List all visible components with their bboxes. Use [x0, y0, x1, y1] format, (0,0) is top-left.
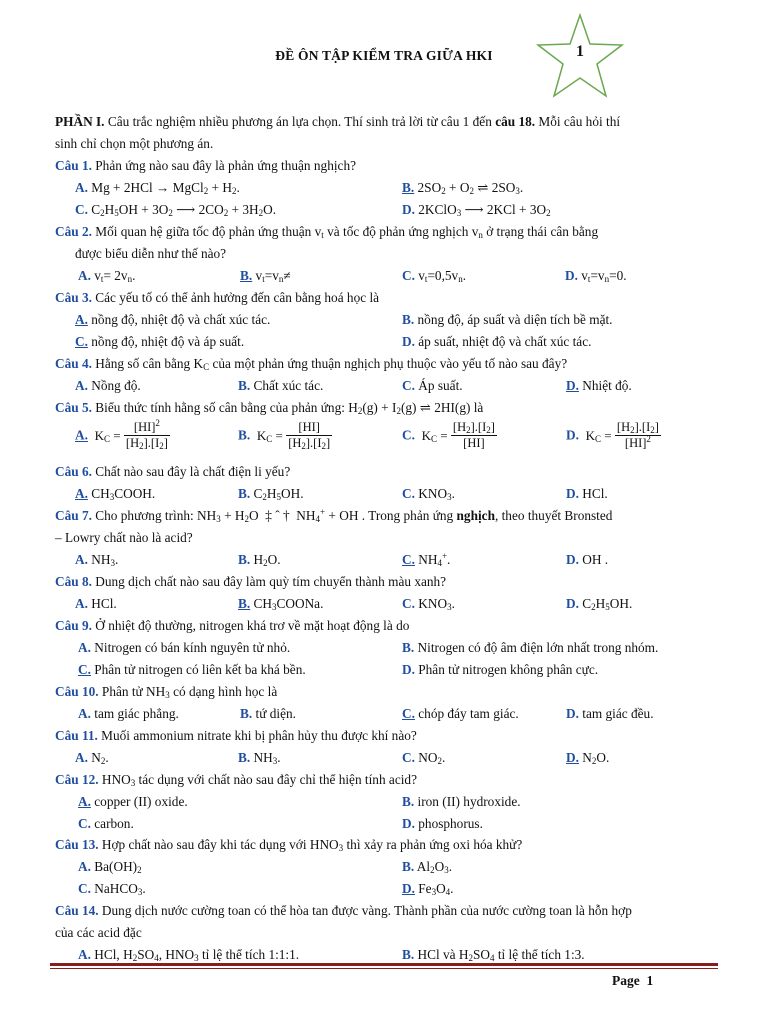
- option-5b[interactable]: B. $K_C$ = $\frac{[HI]}{[H_2].[I_2]}$: [238, 420, 331, 451]
- option-8c[interactable]: C. $KNO_3$.: [402, 596, 455, 612]
- option-4a[interactable]: A. Nồng độ.: [75, 378, 141, 393]
- option-10a[interactable]: A. tam giác phẳng.: [78, 706, 179, 721]
- option-9c[interactable]: C. Phân tử nitrogen có liên kết ba khá bền.: [78, 662, 306, 677]
- option-12a[interactable]: A. copper (II) oxide.: [78, 794, 188, 809]
- option-5a[interactable]: A. $K_C$ = $\frac{[HI]^2}{[H_2].[I_2]}$: [75, 418, 168, 451]
- question-11: Câu 11. Muối ammonium nitrate khi bị phân hủy thu được khí nào?: [55, 728, 417, 743]
- option-4c[interactable]: C. Áp suất.: [402, 378, 463, 393]
- option-10d[interactable]: D. tam giác đều.: [566, 706, 654, 721]
- option-7c[interactable]: C. $NH_4^+$.: [402, 551, 451, 568]
- option-3b[interactable]: B. nồng độ, áp suất và diện tích bề mặt.: [402, 312, 613, 327]
- option-13c[interactable]: C. NaHCO$_3$.: [78, 881, 146, 897]
- question-6: Câu 6. Chất nào sau đây là chất điện li yếu?: [55, 464, 291, 479]
- option-9b[interactable]: B. Nitrogen có độ âm điện lớn nhất trong nhóm.: [402, 640, 659, 655]
- question-1: Câu 1. Phản ứng nào sau đây là phản ứng thuận nghịch?: [55, 158, 356, 173]
- option-3a[interactable]: A. nồng độ, nhiệt độ và chất xúc tác.: [75, 312, 271, 327]
- question-7: Câu 7. Cho phương trình: $NH_3 + H_2O$ ‡ ˆ † $NH_4^+$ + OH . Trong phản ứng nghịch, theo thuyết Bronsted: [55, 507, 613, 524]
- part-intro: PHẦN I. Câu trắc nghiệm nhiều phương án lựa chọn. Thí sinh trả lời từ câu 1 đến câu 18. Mỗi câu hỏi thí: [55, 114, 621, 129]
- question-7-cont: – Lowry chất nào là acid?: [55, 530, 193, 545]
- option-5d[interactable]: D. $K_C$ = $\frac{[H_2].[I_2]}{[HI]^2}$: [566, 420, 659, 450]
- question-9: Câu 9. Ở nhiệt độ thường, nitrogen khá trơ về mặt hoạt động là do: [55, 618, 410, 633]
- option-7b[interactable]: B. $H_2O$.: [238, 552, 281, 568]
- option-8b[interactable]: B. $CH_3COONa$.: [238, 596, 324, 612]
- question-14: Câu 14. Dung dịch nước cường toan có thể hòa tan được vàng. Thành phần của nước cường toan là hỗn hợp: [55, 903, 632, 918]
- option-2d[interactable]: D. $v_t=v_n=0$.: [565, 268, 627, 284]
- option-14b[interactable]: B. HCl và $H_2SO_4$ tỉ lệ thể tích 1:3.: [402, 947, 585, 963]
- question-2: Câu 2. Mối quan hệ giữa tốc độ phản ứng thuận $v_t$ và tốc độ phản ứng nghịch $v_n$ ở trạng thái cân bằng: [55, 224, 599, 240]
- option-6b[interactable]: B. $C_2H_5OH$.: [238, 486, 304, 502]
- question-10: Câu 10. Phân tử $NH_3$ có dạng hình học là: [55, 684, 278, 700]
- question-4: Câu 4. Hằng số cân bằng $K_C$ của một phản ứng thuận nghịch phụ thuộc vào yếu tố nào sau đây?: [55, 356, 568, 372]
- option-1c[interactable]: C. $C_2H_5OH + 3O_2$ ⟶ $2CO_2 + 3H_2O$.: [75, 202, 277, 218]
- question-3: Câu 3. Các yếu tố có thể ảnh hưởng đến cân bằng hoá học là: [55, 290, 380, 305]
- option-1b[interactable]: B. $2SO_2 + O_2$ ⇌ $2SO_3$.: [402, 180, 524, 196]
- option-11c[interactable]: C. $NO_2$.: [402, 750, 446, 766]
- option-7d[interactable]: D. OH .: [566, 552, 609, 567]
- option-12d[interactable]: D. phosphorus.: [402, 816, 483, 831]
- footer-divider-thin: [50, 968, 718, 969]
- option-6a[interactable]: A. $CH_3COOH$.: [75, 486, 156, 502]
- option-1a[interactable]: A. Mg + 2HCl → MgCl$_2$ + $H_2$.: [75, 180, 240, 196]
- option-14a[interactable]: A. HCl, $H_2SO_4$, $HNO_3$ tỉ lệ thể tích 1:1:1.: [78, 947, 300, 963]
- option-4d[interactable]: D. Nhiệt độ.: [566, 378, 632, 393]
- option-2a[interactable]: A. $v_t= 2v_n$.: [78, 268, 136, 284]
- option-2c[interactable]: C. $v_t=0,5v_n$.: [402, 268, 467, 284]
- option-8a[interactable]: A. HCl.: [75, 596, 117, 611]
- question-12: Câu 12. $HNO_3$ tác dụng với chất nào sau đây chỉ thể hiện tính acid?: [55, 772, 417, 788]
- option-11b[interactable]: B. $NH_3$.: [238, 750, 281, 766]
- option-3d[interactable]: D. áp suất, nhiệt độ và chất xúc tác.: [402, 334, 592, 349]
- option-9a[interactable]: A. Nitrogen có bán kính nguyên tử nhỏ.: [78, 640, 291, 655]
- footer-divider: [50, 963, 718, 966]
- option-5c[interactable]: C. $K_C$ = $\frac{[H_2].[I_2]}{[HI]}$: [402, 420, 495, 450]
- option-6d[interactable]: D. HCl.: [566, 486, 608, 501]
- option-11a[interactable]: A. $N_2$.: [75, 750, 109, 766]
- option-3c[interactable]: C. nồng độ, nhiệt độ và áp suất.: [75, 334, 245, 349]
- page-title: ĐỀ ÔN TẬP KIỂM TRA GIỮA HKI: [275, 48, 493, 63]
- page-number: Page 1: [612, 973, 654, 988]
- option-4b[interactable]: B. Chất xúc tác.: [238, 378, 324, 393]
- question-5: Câu 5. Biểu thức tính hằng số cân bằng của phản ứng: $H_2(g) + I_2(g)$ ⇌ 2HI(g) là: [55, 400, 484, 416]
- option-10c[interactable]: C. chóp đáy tam giác.: [402, 706, 519, 721]
- option-2b[interactable]: B. $v_t=v_n\ne$: [240, 268, 291, 284]
- option-12b[interactable]: B. iron (II) hydroxide.: [402, 794, 521, 809]
- question-2-cont: được biểu diễn như thế nào?: [75, 246, 227, 261]
- option-12c[interactable]: C. carbon.: [78, 816, 134, 831]
- option-9d[interactable]: D. Phân tử nitrogen không phân cực.: [402, 662, 599, 677]
- option-13d[interactable]: D. $Fe_3O_4$.: [402, 881, 454, 897]
- part-intro-cont: sinh chỉ chọn một phương án.: [55, 136, 214, 151]
- option-10b[interactable]: B. tứ diện.: [240, 706, 296, 721]
- option-13b[interactable]: B. $Al_2O_3$.: [402, 859, 453, 875]
- option-11d[interactable]: D. $N_2O$.: [566, 750, 610, 766]
- option-13a[interactable]: A. $Ba(OH)_2$: [78, 859, 142, 875]
- question-8: Câu 8. Dung dịch chất nào sau đây làm quỳ tím chuyển thành màu xanh?: [55, 574, 447, 589]
- option-1d[interactable]: D. 2KClO$_3$ ⟶ $2KCl + 3O_2$: [402, 202, 551, 218]
- option-6c[interactable]: C. $KNO_3$.: [402, 486, 455, 502]
- question-13: Câu 13. Hợp chất nào sau đây khi tác dụng với $HNO_3$ thì xảy ra phản ứng oxi hóa khử?: [55, 837, 523, 853]
- badge-number: 1: [576, 43, 584, 60]
- question-14-cont: của các acid đặc: [55, 925, 142, 940]
- option-7a[interactable]: A. $NH_3$.: [75, 552, 119, 568]
- option-8d[interactable]: D. $C_2H_5OH$.: [566, 596, 633, 612]
